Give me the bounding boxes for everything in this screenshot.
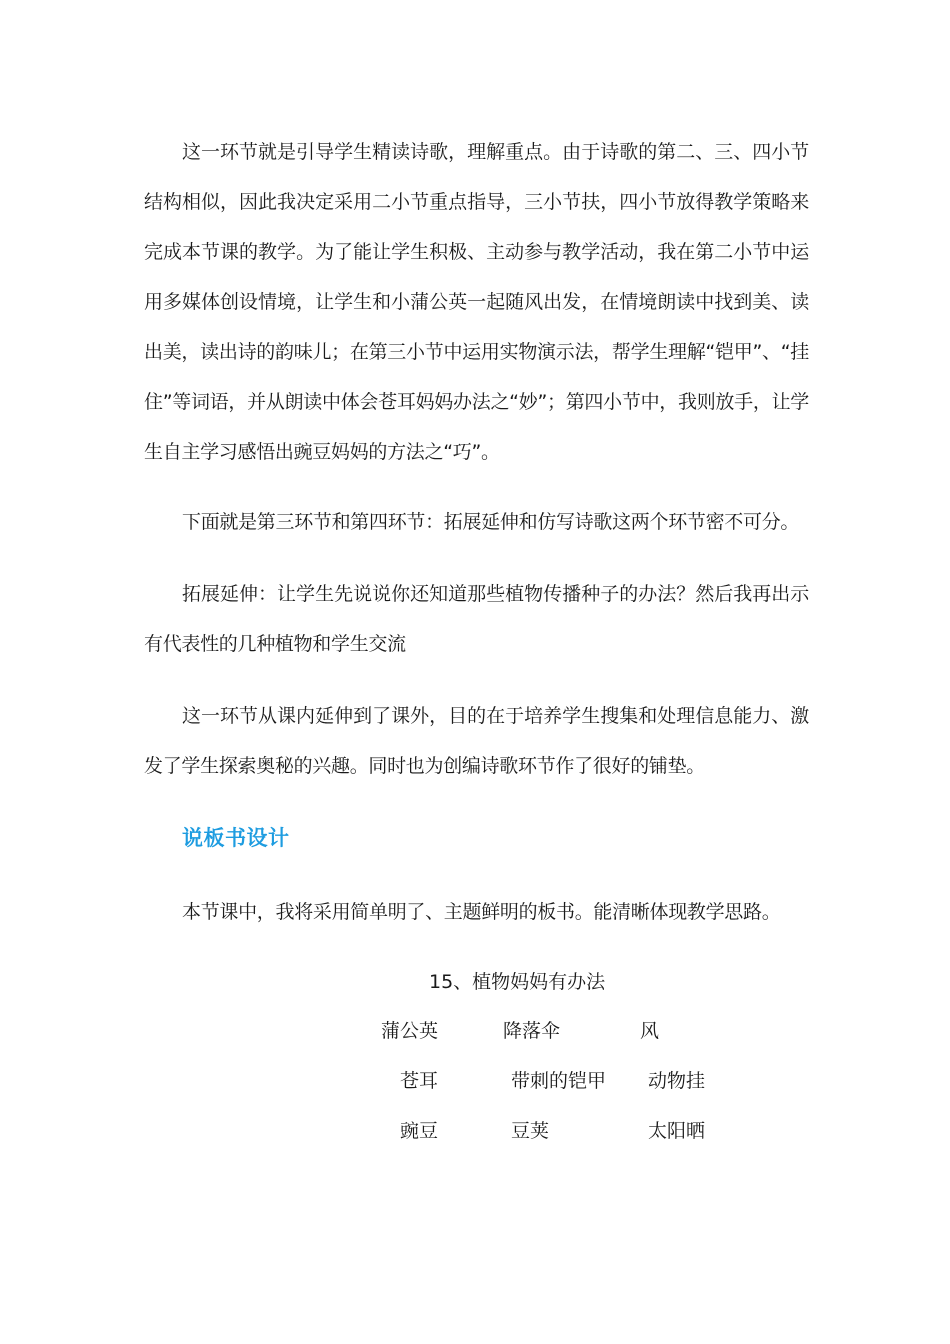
board-carrier-cell: 降落伞 — [503, 1020, 561, 1042]
board-method-cell: 动物挂 — [648, 1070, 706, 1092]
board-plant-cell: 苍耳 — [400, 1070, 439, 1092]
board-method-cell: 风 — [640, 1020, 660, 1042]
board-carrier-cell: 豆荚 — [511, 1120, 550, 1142]
paragraph-section-transition: 下面就是第三环节和第四环节：拓展延伸和仿写诗歌这两个环节密不可分。 — [182, 511, 800, 533]
board-title: 15、植物妈妈有办法 — [429, 971, 606, 993]
section-heading-board-design: 说板书设计 — [182, 826, 290, 850]
board-carrier-cell: 带刺的铠甲 — [511, 1070, 607, 1092]
board-plant-cell: 豌豆 — [400, 1120, 439, 1142]
board-method-cell: 太阳晒 — [648, 1120, 706, 1142]
paragraph-board-intro: 本节课中，我将采用简单明了、主题鲜明的板书。能清晰体现教学思路。 — [182, 901, 781, 923]
board-plant-cell: 蒲公英 — [381, 1020, 439, 1042]
paragraph-extension: 拓展延伸：让学生先说说你还知道那些植物传播种子的办法？然后我再出示有代表性的几种植物和学生交流 — [144, 583, 809, 655]
paragraph-close-reading: 这一环节就是引导学生精读诗歌，理解重点。由于诗歌的第二、三、四小节结构相似，因此我决定采用二小节重点指导，三小节扶，四小节放得教学策略来完成本节课的教学。为了能让学生积极、主动参与教学活动，我在第二小节中运用多媒体创设情境，让学生和小蒲公英一起随风出发，在情境朗读中找到美、读出美，读出诗的韵味儿；在第三小节中运用实物演示法，帮学生理解“铠甲”、“挂住”等词语，并从朗读中体会苍耳妈妈办法之“妙”；第四小节中，我则放手，让学生自主学习感悟出豌豆妈妈的方法之“巧”。 — [144, 141, 809, 463]
paragraph-extension-purpose: 这一环节从课内延伸到了课外，目的在于培养学生搜集和处理信息能力、激发了学生探索奥秘的兴趣。同时也为创编诗歌环节作了很好的铺垫。 — [144, 705, 809, 777]
